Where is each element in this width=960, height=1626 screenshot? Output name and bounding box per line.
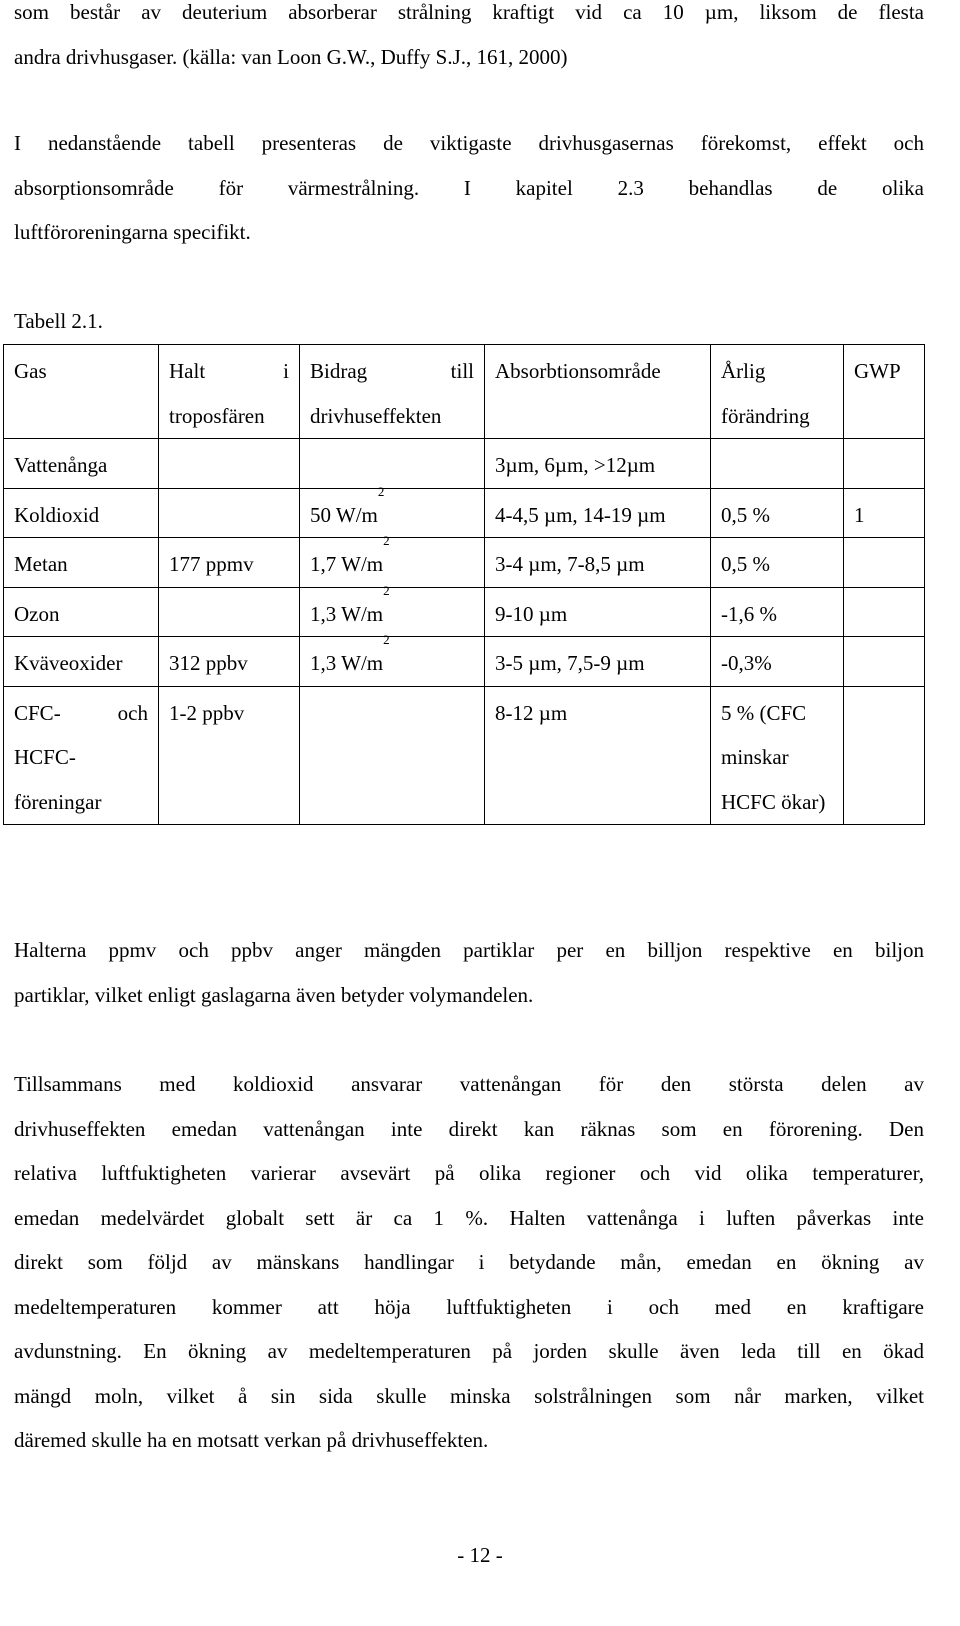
cell-absorb: 8-12 µm (485, 686, 711, 825)
header-gas: Gas (4, 345, 159, 439)
cell-gwp (844, 637, 925, 687)
paragraph-line: däremed skulle ha en motsatt verkan på drivhuseffekten. (14, 1428, 489, 1452)
header-arlig-word: förändring (721, 403, 810, 428)
cell-gwp (844, 587, 925, 637)
cell-absorb: 3-4 µm, 7-8,5 µm (485, 538, 711, 588)
paragraph-line: avdunstning. En ökning av medeltemperaturen på jorden skulle även leda till en ökad (14, 1339, 924, 1363)
header-halt (159, 345, 300, 439)
paragraph-line: drivhuseffekten emedan vattenångan inte direkt kan räknas som en förorening. Den (14, 1116, 924, 1141)
cell-gwp (844, 538, 925, 588)
header-arlig (711, 345, 844, 439)
paragraph-line: luftföroreningarna specifikt. (14, 220, 251, 244)
cell-absorb: 4-4,5 µm, 14-19 µm (485, 488, 711, 538)
cell-gas: Kväveoxider (4, 637, 159, 687)
cell-change (711, 439, 844, 489)
table-row (4, 439, 925, 489)
paragraph-line: Halterna ppmv och ppbv anger mängden partiklar per en billjon respektive en biljon (14, 938, 924, 962)
cell-bidrag (300, 439, 485, 489)
table-row (4, 637, 925, 687)
cell-bidrag-value: 50 W/m (310, 502, 378, 527)
greenhouse-gas-table (3, 344, 925, 825)
cell-bidrag-value: 1,3 W/m (310, 651, 384, 675)
paragraph-line: relativa luftfuktigheten varierar avsevärt på olika regioner och vid olika temperaturer, (14, 1161, 924, 1185)
cell-gas: Vattenånga (4, 439, 159, 489)
cell-halt: 312 ppbv (159, 637, 300, 687)
cell-change: 0,5 % (711, 488, 844, 538)
cell-bidrag (300, 483, 485, 538)
header-halt-word: Halt (169, 359, 206, 383)
table-row (4, 686, 925, 825)
cell-gas: Koldioxid (4, 488, 159, 538)
paragraph-2 (14, 928, 924, 1017)
header-bidrag-word: drivhuseffekten (310, 403, 442, 428)
header-halt-word: i (283, 359, 289, 383)
paragraph-line: direkt som följd av mänskans handlingar i betydande mån, emedan en ökning av (14, 1250, 924, 1274)
paragraph-1 (14, 121, 924, 255)
cell-halt: 1-2 ppbv (159, 686, 300, 825)
cell-gas: CFC- och HCFC-föreningar (4, 686, 159, 825)
cell-bidrag (300, 686, 485, 825)
table-row (4, 488, 925, 538)
header-bidrag-word: Bidrag (310, 359, 368, 383)
paragraph-line: I nedanstående tabell presenteras de viktigaste drivhusgasernas förekomst, effekt och (14, 131, 924, 155)
cell-bidrag-exponent: 2 (383, 582, 390, 598)
cell-absorb: 3-5 µm, 7,5-9 µm (485, 637, 711, 687)
table-header-row (4, 345, 925, 439)
table-caption: Tabell 2.1. (14, 309, 103, 333)
paragraph-line: partiklar, vilket enligt gaslagarna även betyder volymandelen. (14, 982, 534, 1007)
paragraph-line: medeltemperaturen kommer att höja luftfuktigheten i och med en kraftigare (14, 1294, 924, 1319)
cell-absorb: 3µm, 6µm, >12µm (485, 439, 711, 489)
cell-absorb: 9-10 µm (485, 587, 711, 637)
intro-line: andra drivhusgaser. (källa: van Loon G.W., Duffy S.J., 161, 2000) (14, 44, 568, 69)
cell-bidrag-value: 1,7 W/m (310, 552, 384, 576)
table-row (4, 587, 925, 637)
paragraph-3 (14, 1062, 924, 1463)
header-bidrag (300, 345, 485, 439)
cell-gwp: 1 (844, 488, 925, 538)
paragraph-line: absorptionsområde för värmestrålning. I kapitel 2.3 behandlas de olika (14, 175, 924, 200)
cell-bidrag-exponent: 2 (383, 533, 390, 548)
cell-bidrag (300, 632, 485, 687)
cell-halt: 177 ppmv (159, 538, 300, 588)
header-gwp: GWP (844, 345, 925, 439)
cell-change: -1,6 % (711, 587, 844, 637)
cell-change: 0,5 % (711, 538, 844, 588)
header-bidrag-word: till (450, 359, 474, 383)
paragraph-line: mängd moln, vilket å sin sida skulle minska solstrålningen som når marken, vilket (14, 1383, 924, 1408)
intro-line: som består av deuterium absorberar strålning kraftigt vid ca 10 µm, liksom de flesta (14, 0, 924, 24)
paragraph-line: Tillsammans med koldioxid ansvarar vattenångan för den största delen av (14, 1072, 924, 1096)
intro-paragraph (14, 0, 924, 79)
cell-halt (159, 587, 300, 637)
paragraph-line: emedan medelvärdet globalt sett är ca 1 %. Halten vattenånga i luften påverkas inte (14, 1205, 924, 1230)
cell-gas: Metan (4, 538, 159, 588)
cell-bidrag (300, 533, 485, 588)
cell-change: -0,3% (711, 637, 844, 687)
cell-change: 5 % (CFC minskar HCFC ökar) (711, 686, 844, 825)
cell-halt (159, 488, 300, 538)
cell-bidrag-exponent: 2 (377, 483, 385, 499)
table-row (4, 538, 925, 588)
cell-gwp (844, 439, 925, 489)
cell-gas: Ozon (4, 587, 159, 637)
cell-bidrag (300, 582, 485, 637)
cell-bidrag-value: 1,3 W/m (310, 601, 384, 626)
cell-bidrag-exponent: 2 (383, 632, 390, 647)
header-halt-word: troposfären (169, 403, 265, 428)
cell-gwp (844, 686, 925, 825)
page-number: - 12 - (457, 1543, 503, 1567)
header-absorb: Absorbtionsområde (485, 345, 711, 439)
cell-halt (159, 439, 300, 489)
header-arlig-word: Årlig (721, 359, 766, 383)
